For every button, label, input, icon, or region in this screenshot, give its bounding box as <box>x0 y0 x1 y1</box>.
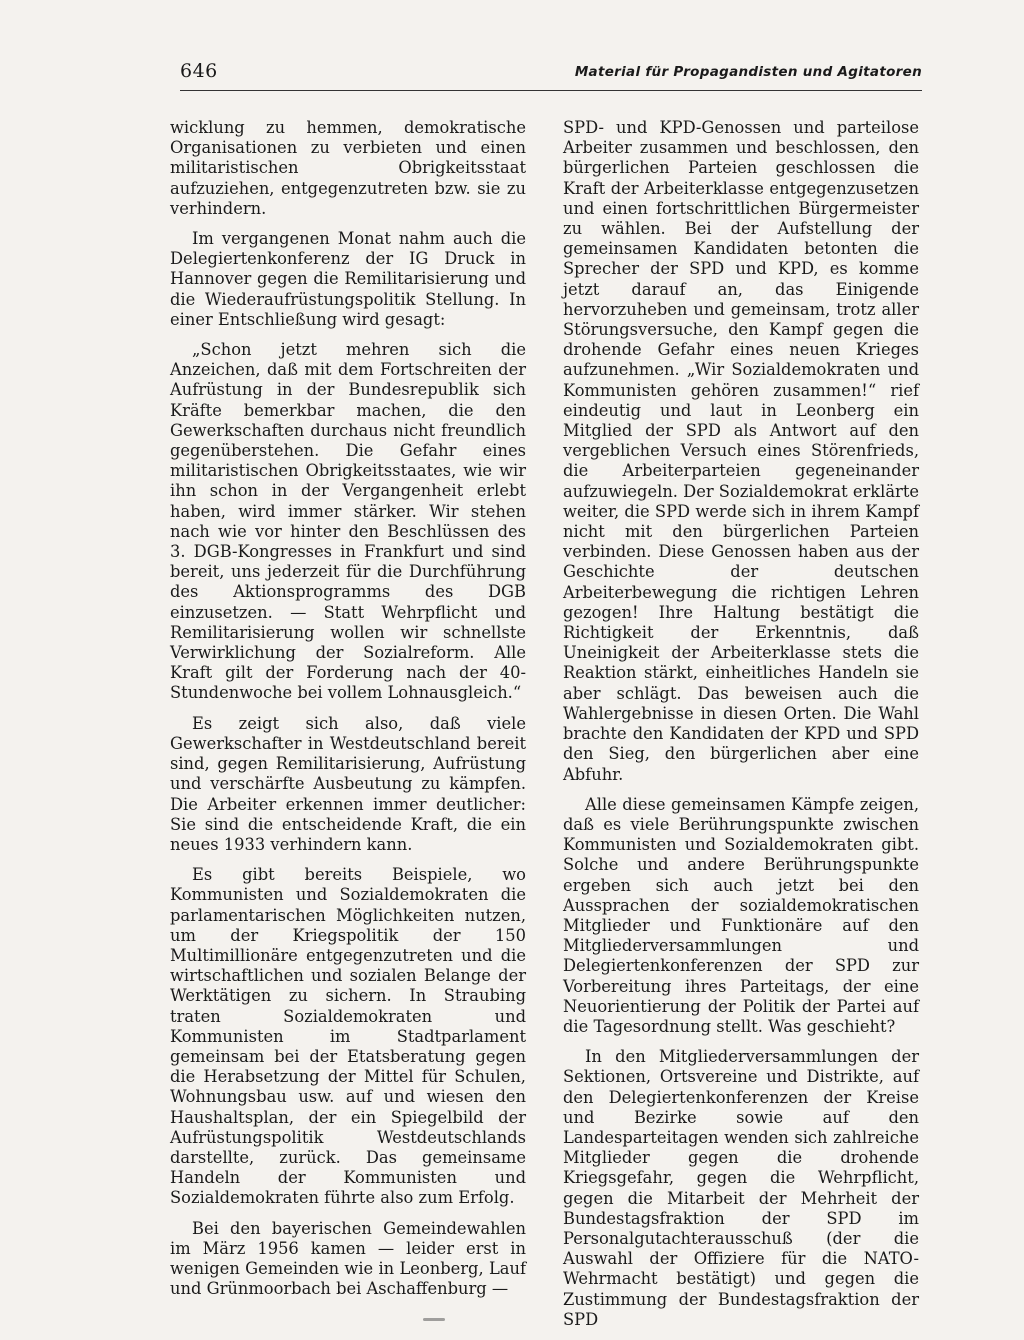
paragraph: Bei den bayerischen Gemeindewahlen im März 1956 kamen — leider erst in wenigen Gemeinden wie in Leonberg, Lauf und Grünmoorbach bei Aschaffenburg — <box>170 1218 526 1299</box>
page-number: 646 <box>180 60 218 82</box>
paragraph: Es zeigt sich also, daß viele Gewerkschafter in Westdeutschland bereit sind, gegen Remilitarisierung, Aufrüstung und verschärfte Ausbeutung zu kämpfen. Die Arbeiter erkennen immer deutlicher: Sie sind die entscheidende Kraft, die ein neues 1933 verhindern kann. <box>170 713 526 854</box>
paragraph: SPD- und KPD-Genossen und parteilose Arbeiter zusammen und beschlossen, den bürgerlichen Parteien geschlossen die Kraft der Arbeiterklasse entgegenzusetzen und einen fortschrittlichen Bürgermeister zu wählen. Bei der Aufstellung der gemeinsamen Kandidaten betonten die Sprecher der SPD und KPD, es komme jetzt darauf an, das Einigende hervorzuheben und gemeinsam, trotz aller Störungsversuche, den Kampf gegen die drohende Gefahr eines neuen Krieges aufzunehmen. „Wir Sozialdemokraten und Kommunisten gehören zusammen!“ rief eindeutig und laut in Leonberg ein Mitglied der SPD als Antwort auf den vergeblichen Versuch eines Störenfrieds, die Arbeiterparteien gegeneinander aufzuwiegeln. Der Sozialdemokrat erklärte weiter, die SPD werde sich in ihrem Kampf nicht mit den bürgerlichen Parteien verbinden. Diese Genossen haben aus der Geschichte der deutschen Arbeiterbewegung die richtigen Lehren gezogen! Ihre Haltung bestätigt die Richtigkeit der Erkenntnis, daß Uneinigkeit der Arbeiterklasse stets die Reaktion stärkt, einheitliches Handeln sie aber schlägt. Das beweisen auch die Wahlergebnisse in diesen Orten. Die Wahl brachte den Kandidaten der KPD und SPD den Sieg, den bürgerlichen aber eine Abfuhr. <box>563 118 919 784</box>
paragraph: wicklung zu hemmen, demokratische Organisationen zu verbieten und einen militaristischen Obrigkeitsstaat aufzuziehen, entgegenzutreten bzw. sie zu verhindern. <box>170 118 526 218</box>
page-header <box>180 58 922 91</box>
scan-artifact <box>423 1318 445 1321</box>
paragraph: Alle diese gemeinsamen Kämpfe zeigen, daß es viele Berührungspunkte zwischen Kommunisten und Sozialdemokraten gibt. Solche und andere Berührungspunkte ergeben sich auch jetzt bei den Aussprachen der sozialdemokratischen Mitglieder und Funktionäre auf den Mitgliederversammlungen und Delegiertenkonferenzen der SPD zur Vorbereitung ihres Parteitags, der eine Neuorientierung der Politik der Partei auf die Tagesordnung stellt. Was geschieht? <box>563 794 919 1036</box>
left-column <box>170 118 526 1309</box>
paragraph: Im vergangenen Monat nahm auch die Delegiertenkonferenz der IG Druck in Hannover gegen die Remilitarisierung und die Wiederaufrüstungspolitik Stellung. In einer Entschließung wird gesagt: <box>170 229 526 329</box>
paragraph: In den Mitgliederversammlungen der Sektionen, Ortsvereine und Distrikte, auf den Delegiertenkonferenzen der Kreise und Bezirke sowie auf den Landesparteitagen wenden sich zahlreiche Mitglieder gegen die drohende Kriegsgefahr, gegen die Wehrpflicht, gegen die Mitarbeit der Mehrheit der Bundestagsfraktion der SPD im Personalgutachterausschuß (der die Auswahl der Offiziere für die NATO-Wehrmacht bestätigt) und gegen die Zustimmung der Bundestagsfraktion der SPD <box>563 1047 919 1329</box>
right-column <box>563 118 919 1340</box>
paragraph: Es gibt bereits Beispiele, wo Kommunisten und Sozialdemokraten die parlamentarischen Möglichkeiten nutzen, um der Kriegspolitik der 150 Multimillionäre entgegenzutreten und die wirtschaftlichen und sozialen Belange der Werktätigen zu sichern. In Straubing traten Sozialdemokraten und Kommunisten im Stadtparlament gemeinsam bei der Etatsberatung gegen die Herabsetzung der Mittel für Schulen, Wohnungsbau usw. auf und wiesen den Haushaltsplan, der ein Spiegelbild der Aufrüstungspolitik Westdeutschlands darstellte, zurück. Das gemeinsame Handeln der Kommunisten und Sozialdemokraten führte also zum Erfolg. <box>170 865 526 1208</box>
quotation-paragraph: „Schon jetzt mehren sich die Anzeichen, daß mit dem Fortschreiten der Aufrüstung in der Bundesrepublik sich Kräfte bemerkbar machen, die den Gewerkschaften durchaus nicht freundlich gegenüberstehen. Die Gefahr eines militaristischen Obrigkeitsstaates, wie wir ihn schon in der Vergangenheit erlebt haben, wird immer stärker. Wir stehen nach wie vor hinter den Beschlüssen des 3. DGB-Kongresses in Frankfurt und sind bereit, uns jederzeit für die Durchführung des Aktionsprogramms des DGB einzusetzen. — Statt Wehrpflicht und Remilitarisierung wollen wir schnellste Verwirklichung der Sozialreform. Alle Kraft gilt der Forderung nach der 40-Stundenwoche bei vollem Lohnausgleich.“ <box>170 340 526 703</box>
running-head: Material für Propagandisten und Agitatoren <box>574 64 922 80</box>
